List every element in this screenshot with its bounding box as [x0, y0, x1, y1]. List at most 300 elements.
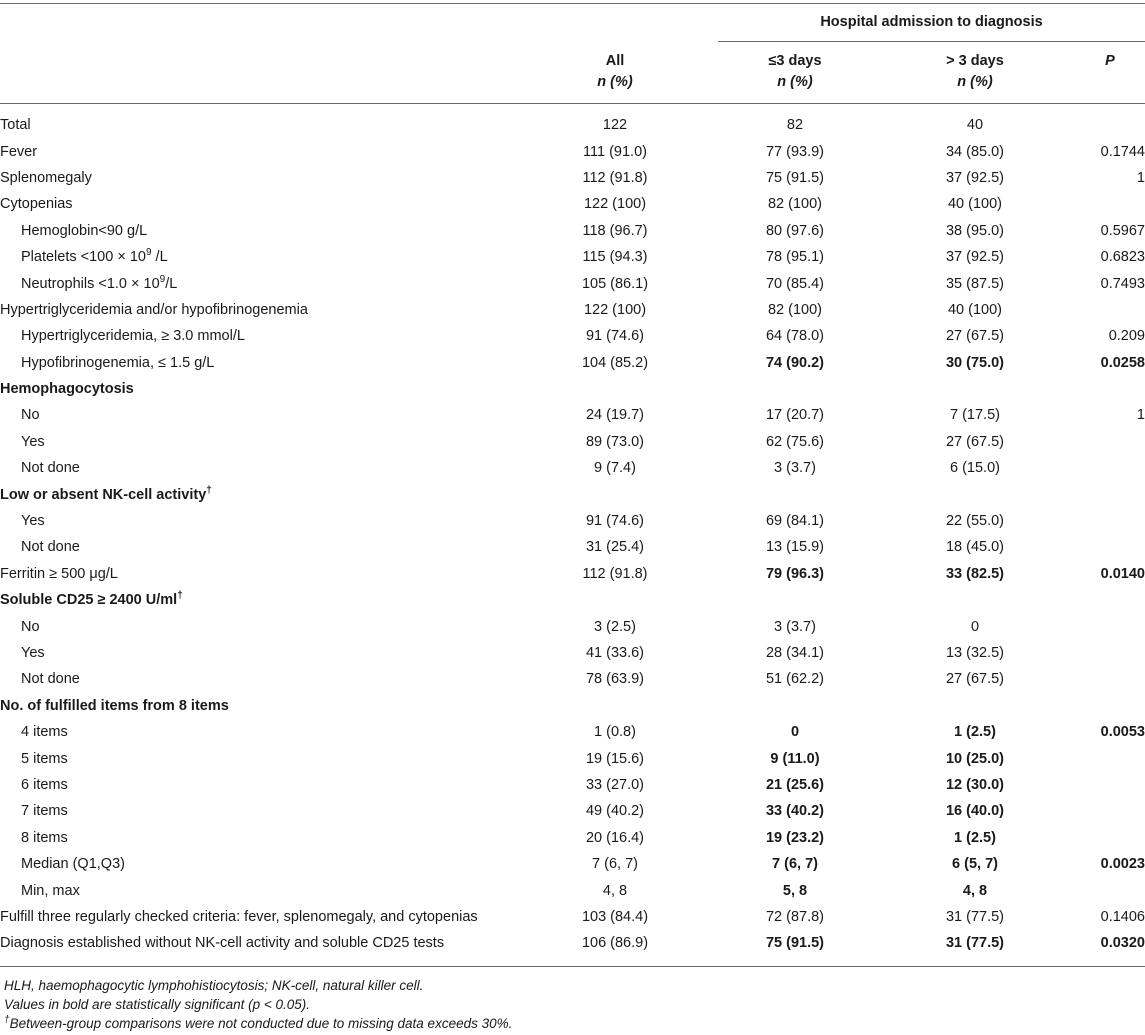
row-label [0, 481, 555, 507]
cell-le3: 7 (6, 7) [772, 856, 818, 873]
column-spacer [855, 613, 915, 639]
cell-all [555, 693, 675, 719]
row-label [0, 376, 555, 402]
cell-p-value [1075, 798, 1145, 824]
column-header-all-unit: n (%) [597, 74, 633, 90]
row-label-unit: /L [165, 275, 178, 292]
row-label-text: Hypofibrinogenemia, ≤ 1.5 g/L [21, 354, 215, 371]
column-spacer [675, 429, 735, 455]
cell-p-value [1075, 745, 1145, 771]
column-header-gt3-unit: n (%) [957, 74, 993, 90]
cell-all: 9 (7.4) [594, 460, 636, 477]
table-row [0, 297, 1145, 323]
table-row [0, 745, 1145, 771]
cell-le3: 72 (87.8) [765, 908, 825, 925]
cell-all: 20 (16.4) [585, 829, 645, 846]
column-spacer [1035, 297, 1075, 323]
cell-all: 41 (33.6) [585, 645, 645, 661]
column-spacer [855, 297, 915, 323]
column-spacer [855, 402, 915, 428]
column-spacer [675, 877, 735, 903]
row-label [0, 402, 555, 428]
cell-gt3: 31 (77.5) [945, 908, 1005, 925]
row-label [0, 455, 555, 481]
table-row [0, 455, 1145, 481]
row-label [0, 825, 555, 851]
cell-gt3: 40 [966, 117, 984, 134]
row-label-text: Cytopenias [0, 196, 73, 213]
cell-all: 112 (91.8) [582, 169, 648, 186]
column-spacer [855, 350, 915, 376]
row-label-text: No [21, 618, 40, 635]
cell-le3: 62 (75.6) [765, 433, 825, 450]
cell-le3: 75 (91.5) [765, 169, 825, 186]
column-spacer [1035, 613, 1075, 639]
table-body [0, 112, 1145, 957]
row-label [0, 244, 555, 270]
cell-all: 103 (84.4) [581, 908, 649, 925]
cell-all: 49 (40.2) [585, 803, 645, 820]
column-spacer [855, 772, 915, 798]
cell-all: 31 (25.4) [585, 539, 645, 556]
cell-gt3: 6 (15.0) [950, 460, 1000, 477]
row-label-text: Hemophagocytosis [0, 381, 134, 398]
row-label-text: Total [0, 117, 31, 134]
table-row [0, 798, 1145, 824]
cell-le3: 82 (100) [767, 301, 822, 318]
cell-all: 1 (0.8) [594, 724, 636, 741]
footnote-dagger-mark: † [4, 1014, 10, 1026]
table-row [0, 112, 1145, 138]
column-spacer [675, 719, 735, 745]
cell-gt3: 1 (2.5) [954, 724, 996, 741]
cell-le3: 3 (3.7) [774, 618, 816, 635]
cell-all: 122 (100) [583, 301, 647, 318]
row-label [0, 666, 555, 692]
column-spacer [1035, 904, 1075, 930]
table-row [0, 138, 1145, 164]
cell-le3: 5, 8 [782, 882, 808, 899]
cell-le3: 9 (11.0) [770, 750, 820, 767]
cell-le3: 0 [790, 724, 800, 741]
column-spacer [855, 112, 915, 138]
table-row [0, 613, 1145, 639]
table-row [0, 165, 1145, 191]
column-spacer [675, 481, 735, 507]
column-spacer [855, 877, 915, 903]
row-label [0, 323, 555, 349]
row-label [0, 350, 555, 376]
row-label [0, 613, 555, 639]
cell-gt3 [915, 376, 1035, 402]
column-spacer [1035, 561, 1075, 587]
row-label-text: 5 items [21, 750, 68, 767]
cell-all [555, 587, 675, 613]
cell-all: 118 (96.7) [582, 222, 648, 239]
cell-le3: 78 (95.1) [765, 249, 825, 266]
column-spacer [1035, 455, 1075, 481]
cell-p-value [1075, 534, 1145, 560]
column-header-gt3 [915, 51, 1035, 93]
cell-p-value [1075, 666, 1145, 692]
row-label-text: Platelets <100 × 10 [21, 249, 146, 266]
cell-gt3 [915, 481, 1035, 507]
cell-p-value: 0.1744 [1100, 143, 1145, 160]
column-spacer [1035, 481, 1075, 507]
column-spacer [1035, 877, 1075, 903]
cell-all: 19 (15.6) [585, 750, 645, 767]
column-spacer [675, 244, 735, 270]
row-label-text: Diagnosis established without NK-cell activity and soluble CD25 tests [0, 935, 445, 952]
column-spacer [1035, 191, 1075, 217]
cell-all: 4, 8 [602, 882, 628, 899]
cell-gt3 [915, 587, 1035, 613]
cell-p-value: 0.0320 [1100, 935, 1145, 952]
cell-p-value: 1 [1136, 407, 1145, 424]
cell-p-value [1075, 877, 1145, 903]
cell-gt3: 16 (40.0) [945, 803, 1005, 820]
cell-le3: 3 (3.7) [774, 460, 816, 477]
column-spacer [855, 244, 915, 270]
column-spacer [855, 640, 915, 666]
cell-p-value [1075, 112, 1145, 138]
cell-all [555, 481, 675, 507]
row-label [0, 297, 555, 323]
column-header-le3-label: ≤3 days [768, 53, 822, 69]
cell-le3: 51 (62.2) [765, 671, 825, 688]
column-header-le3 [735, 51, 855, 93]
column-spacer [1035, 112, 1075, 138]
cell-all: 122 [602, 117, 628, 134]
cell-gt3: 38 (95.0) [945, 222, 1005, 239]
cell-le3 [735, 693, 855, 719]
row-label-text: Yes [21, 645, 45, 661]
table-row [0, 323, 1145, 349]
row-label-superscript: 9 [145, 247, 152, 259]
column-spacer [675, 218, 735, 244]
cell-le3: 69 (84.1) [765, 513, 825, 530]
column-spacer [675, 666, 735, 692]
column-spacer [855, 481, 915, 507]
column-spacer [1035, 693, 1075, 719]
row-label-text: 4 items [21, 724, 68, 741]
row-label [0, 165, 555, 191]
table-row [0, 561, 1145, 587]
row-label-text: Min, max [21, 882, 80, 899]
column-spacer [1035, 587, 1075, 613]
cell-gt3: 13 (32.5) [945, 645, 1005, 661]
row-label-text: Median (Q1,Q3) [21, 856, 125, 873]
column-spacer [675, 455, 735, 481]
column-spacer [1035, 772, 1075, 798]
cell-all: 111 (91.0) [583, 143, 647, 160]
group-header-rule [718, 41, 1145, 42]
cell-p-value: 0.1406 [1100, 908, 1145, 925]
row-label [0, 851, 555, 877]
row-label-text: 8 items [21, 829, 68, 846]
cell-p-value [1075, 508, 1145, 534]
column-spacer [1035, 165, 1075, 191]
column-spacer [1035, 218, 1075, 244]
cell-p-value [1075, 587, 1145, 613]
table-row [0, 350, 1145, 376]
table-row [0, 481, 1145, 507]
column-spacer [1035, 508, 1075, 534]
cell-p-value [1075, 613, 1145, 639]
column-spacer [855, 825, 915, 851]
cell-all: 33 (27.0) [585, 776, 645, 793]
cell-gt3: 27 (67.5) [945, 671, 1005, 688]
row-label [0, 534, 555, 560]
row-label-superscript: † [206, 484, 212, 496]
column-spacer [675, 851, 735, 877]
table-row [0, 508, 1145, 534]
cell-all: 91 (74.6) [585, 513, 645, 530]
column-spacer [1035, 350, 1075, 376]
row-label-unit: /L [151, 249, 168, 266]
row-label-text: Hemoglobin<90 g/L [21, 222, 148, 239]
row-label-text: Hypertriglyceridemia and/or hypofibrinogenemia [0, 301, 308, 318]
table-row [0, 825, 1145, 851]
table-row [0, 640, 1145, 666]
column-spacer [1035, 376, 1075, 402]
cell-gt3 [915, 693, 1035, 719]
cell-p-value: 0.0258 [1100, 354, 1145, 371]
column-spacer [675, 640, 735, 666]
column-spacer [1035, 323, 1075, 349]
column-spacer [675, 376, 735, 402]
cell-gt3: 37 (92.5) [945, 249, 1005, 266]
column-spacer [675, 112, 735, 138]
table-row [0, 930, 1145, 956]
cell-gt3: 27 (67.5) [945, 433, 1005, 450]
cell-gt3: 18 (45.0) [945, 539, 1005, 556]
table-row [0, 719, 1145, 745]
column-spacer [1035, 534, 1075, 560]
cell-p-value [1075, 481, 1145, 507]
table-row [0, 376, 1145, 402]
column-spacer [855, 666, 915, 692]
column-spacer [855, 218, 915, 244]
cell-all: 104 (85.2) [581, 354, 649, 371]
row-label-text: Fever [0, 143, 38, 160]
table-row [0, 666, 1145, 692]
column-spacer [675, 297, 735, 323]
column-header-gt3-label: > 3 days [946, 53, 1004, 69]
table-row [0, 693, 1145, 719]
table-row [0, 904, 1145, 930]
row-label [0, 877, 555, 903]
row-label-text: No. of fulfilled items from 8 items [0, 697, 229, 714]
column-spacer [855, 534, 915, 560]
footnote-dagger-text: Between-group comparisons were not conducted due to missing data exceeds 30%. [9, 1016, 513, 1031]
cell-le3: 70 (85.4) [765, 275, 825, 292]
column-spacer [1035, 270, 1075, 296]
row-label-text: Not done [21, 539, 80, 556]
row-label [0, 508, 555, 534]
cell-le3: 33 (40.2) [765, 803, 825, 820]
cell-gt3: 4, 8 [962, 882, 988, 899]
column-header-le3-unit: n (%) [777, 74, 813, 90]
column-spacer [855, 323, 915, 349]
column-spacer [675, 587, 735, 613]
column-spacer [855, 455, 915, 481]
header-rule [0, 103, 1145, 104]
cell-p-value [1075, 772, 1145, 798]
table-row [0, 877, 1145, 903]
cell-gt3: 0 [970, 618, 980, 635]
column-header-all-label: All [605, 53, 625, 69]
cell-gt3: 40 (100) [947, 301, 1002, 318]
cell-p-value: 0.5967 [1100, 222, 1145, 239]
row-label-text: Not done [21, 460, 80, 477]
column-spacer [855, 587, 915, 613]
column-spacer [675, 534, 735, 560]
column-spacer [855, 798, 915, 824]
column-spacer [675, 402, 735, 428]
cell-gt3: 22 (55.0) [945, 513, 1005, 530]
column-spacer [675, 772, 735, 798]
table-row [0, 534, 1145, 560]
column-header-p: P [1105, 53, 1115, 69]
column-spacer [1035, 640, 1075, 666]
cell-gt3: 34 (85.0) [945, 143, 1005, 160]
row-label-superscript: † [177, 590, 183, 602]
row-label [0, 930, 555, 956]
column-spacer [855, 904, 915, 930]
cell-le3 [735, 481, 855, 507]
row-label [0, 904, 555, 930]
column-spacer [855, 376, 915, 402]
cell-all: 7 (6, 7) [592, 856, 638, 873]
row-label [0, 640, 555, 666]
table-row [0, 429, 1145, 455]
cell-gt3: 33 (82.5) [945, 565, 1005, 582]
table-row [0, 191, 1145, 217]
column-spacer [675, 270, 735, 296]
cell-all: 106 (86.9) [581, 935, 649, 952]
column-spacer [855, 693, 915, 719]
cell-le3: 28 (34.1) [765, 645, 825, 661]
column-spacer [1035, 930, 1075, 956]
column-spacer [1035, 798, 1075, 824]
row-label [0, 587, 555, 613]
column-spacer [855, 138, 915, 164]
cell-le3: 77 (93.9) [765, 143, 825, 160]
column-spacer [675, 745, 735, 771]
row-label [0, 798, 555, 824]
column-spacer [855, 191, 915, 217]
cell-le3: 17 (20.7) [765, 407, 825, 424]
row-label [0, 693, 555, 719]
cell-all: 3 (2.5) [594, 618, 636, 635]
row-label-superscript: 9 [159, 273, 166, 285]
row-label [0, 191, 555, 217]
cell-le3 [735, 376, 855, 402]
table-row [0, 402, 1145, 428]
column-spacer [675, 693, 735, 719]
cell-le3: 82 (100) [767, 196, 822, 213]
cell-gt3: 6 (5, 7) [952, 856, 998, 873]
row-label-text: Yes [21, 433, 45, 450]
table-row [0, 772, 1145, 798]
column-spacer [675, 165, 735, 191]
cell-p-value [1075, 693, 1145, 719]
cell-p-value: 0.209 [1108, 328, 1145, 345]
column-spacer [855, 930, 915, 956]
row-label-text: No [21, 407, 40, 424]
row-label-text: Yes [21, 513, 45, 530]
row-label-text: Not done [21, 671, 80, 688]
footnote-dagger [4, 1016, 512, 1031]
column-spacer [1035, 719, 1075, 745]
cell-le3: 74 (90.2) [765, 354, 825, 371]
cell-p-value: 0.0053 [1100, 724, 1145, 741]
cell-p-value: 1 [1136, 169, 1145, 186]
table-row [0, 218, 1145, 244]
cell-all: 78 (63.9) [585, 671, 645, 688]
cell-all: 115 (94.3) [582, 249, 648, 266]
cell-le3: 13 (15.9) [765, 539, 825, 556]
column-spacer [855, 429, 915, 455]
cell-p-value [1075, 825, 1145, 851]
cell-all: 122 (100) [583, 196, 647, 213]
column-spacer [1035, 402, 1075, 428]
cell-p-value: 0.0023 [1100, 856, 1145, 873]
column-spacer [855, 165, 915, 191]
column-spacer [675, 613, 735, 639]
cell-le3: 75 (91.5) [765, 935, 825, 952]
data-table [0, 112, 1145, 957]
cell-le3 [735, 587, 855, 613]
row-label [0, 745, 555, 771]
cell-gt3: 35 (87.5) [945, 275, 1005, 292]
cell-gt3: 40 (100) [947, 196, 1002, 213]
column-spacer [675, 191, 735, 217]
cell-le3: 79 (96.3) [765, 565, 825, 582]
cell-p-value [1075, 191, 1145, 217]
column-spacer [1035, 138, 1075, 164]
cell-gt3: 12 (30.0) [945, 776, 1005, 793]
row-label-text: Ferritin ≥ 500 μg/L [0, 565, 118, 582]
cell-p-value [1075, 297, 1145, 323]
cell-le3: 82 [786, 117, 804, 134]
cell-all [555, 376, 675, 402]
cell-gt3: 7 (17.5) [950, 407, 1000, 424]
row-label-text: Soluble CD25 ≥ 2400 U/ml [0, 592, 178, 609]
row-label [0, 112, 555, 138]
bottom-rule [0, 966, 1145, 967]
row-label [0, 719, 555, 745]
cell-all: 89 (73.0) [585, 433, 645, 450]
row-label [0, 561, 555, 587]
cell-all: 91 (74.6) [585, 328, 645, 345]
column-spacer [675, 904, 735, 930]
table-row [0, 244, 1145, 270]
column-spacer [1035, 429, 1075, 455]
column-spacer [855, 561, 915, 587]
row-label [0, 218, 555, 244]
column-spacer [855, 719, 915, 745]
table-row [0, 851, 1145, 877]
column-spacer [855, 508, 915, 534]
cell-gt3: 10 (25.0) [945, 750, 1005, 767]
cell-gt3: 37 (92.5) [945, 169, 1005, 186]
row-label-text: Neutrophils <1.0 × 10 [21, 275, 160, 292]
column-spacer [675, 323, 735, 349]
footnote-abbreviations: HLH, haemophagocytic lymphohistiocytosis; NK-cell, natural killer cell. [4, 978, 424, 993]
table-row [0, 270, 1145, 296]
